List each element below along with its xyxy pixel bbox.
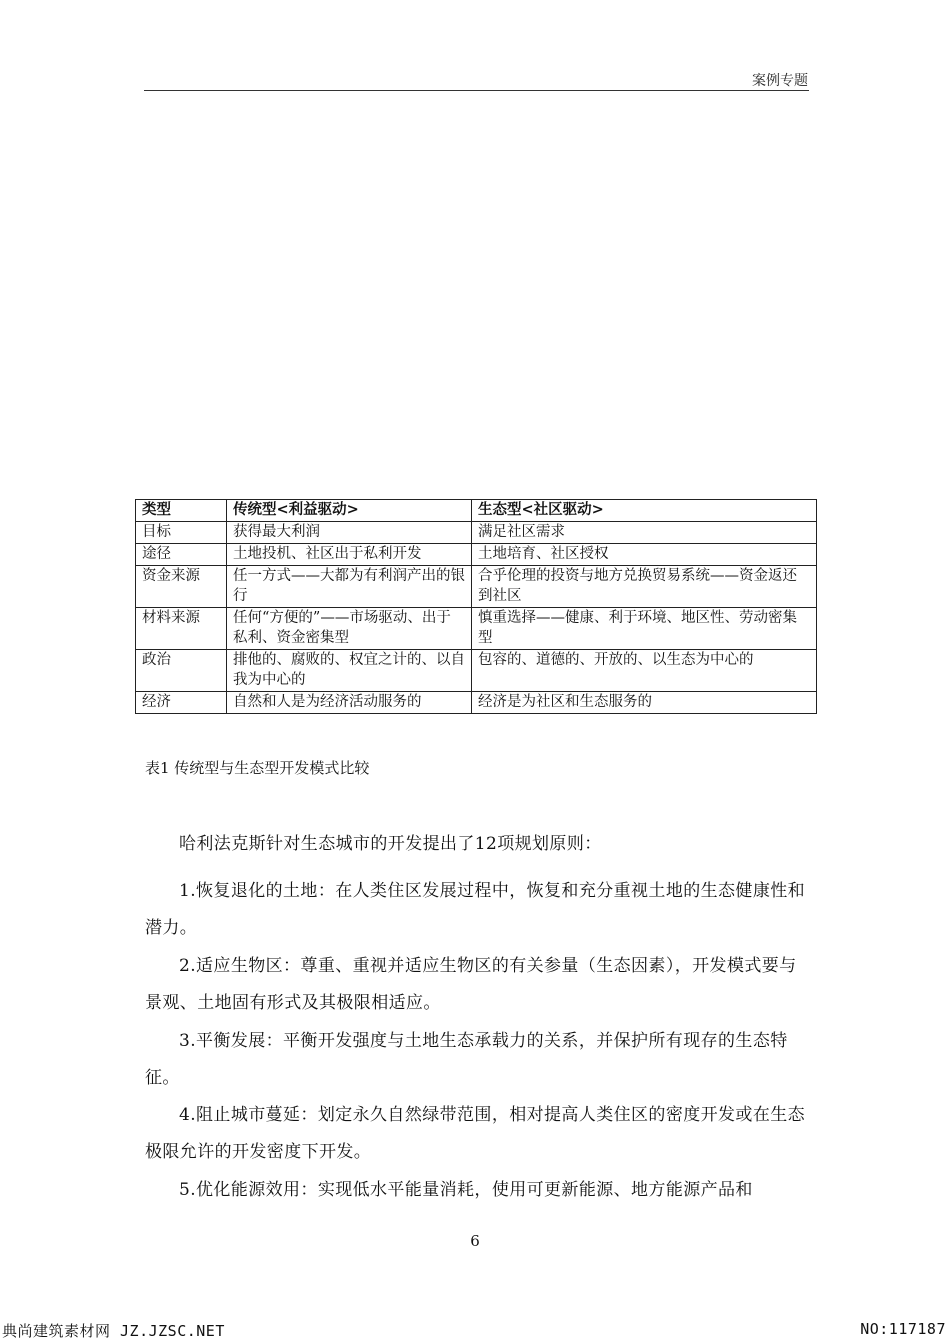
table-header-cell: 生态型<社区驱动> — [472, 500, 817, 522]
table-cell: 任一方式——大都为有利润产出的银行 — [227, 566, 472, 608]
table-header-cell: 传统型<利益驱动> — [227, 500, 472, 522]
comparison-table — [135, 499, 817, 714]
intro-paragraph: 哈利法克斯针对生态城市的开发提出了12项规划原则： — [179, 834, 602, 854]
table-cell: 经济 — [136, 692, 227, 714]
watermark-site: 典尚建筑素材网 JZ.JZSC.NET — [2, 1322, 225, 1340]
principle-paragraph: 2.适应生物区：尊重、重视并适应生物区的有关参量（生态因素），开发模式要与景观、土地固有形式及其极限相适应。 — [145, 956, 797, 1013]
table-cell: 自然和人是为经济活动服务的 — [227, 692, 472, 714]
principle-paragraph: 5.优化能源效用：实现低水平能量消耗，使用可更新能源、地方能源产品和 — [179, 1180, 753, 1200]
table-cell: 排他的、腐败的、权宜之计的、以自我为中心的 — [227, 650, 472, 692]
table-cell: 获得最大利润 — [227, 522, 472, 544]
table-cell: 政治 — [136, 650, 227, 692]
header-divider — [144, 90, 809, 91]
table-row — [136, 650, 817, 692]
principle-paragraph: 3.平衡发展：平衡开发强度与土地生态承载力的关系，并保护所有现存的生态特征。 — [145, 1031, 788, 1088]
table-header-row — [136, 500, 817, 522]
principle-paragraph: 1.恢复退化的土地：在人类住区发展过程中，恢复和充分重视土地的生态健康性和潜力。 — [145, 881, 806, 938]
watermark-id: NO:117187 — [860, 1320, 946, 1338]
table-cell: 资金来源 — [136, 566, 227, 608]
table-cell: 土地投机、社区出于私利开发 — [227, 544, 472, 566]
table-row — [136, 692, 817, 714]
running-header: 案例专题 — [752, 73, 808, 89]
table-row — [136, 522, 817, 544]
table-cell: 包容的、道德的、开放的、以生态为中心的 — [472, 650, 817, 692]
page-number: 6 — [470, 1232, 480, 1250]
table-cell: 途径 — [136, 544, 227, 566]
principle-paragraph: 4.阻止城市蔓延：划定永久自然绿带范围，相对提高人类住区的密度开发或在生态极限允许的开发密度下开发。 — [145, 1105, 806, 1162]
table-cell: 材料来源 — [136, 608, 227, 650]
table-cell: 满足社区需求 — [472, 522, 817, 544]
table-header-cell: 类型 — [136, 500, 227, 522]
table-cell: 目标 — [136, 522, 227, 544]
table-row — [136, 544, 817, 566]
table-row — [136, 566, 817, 608]
table-caption: 表1 传统型与生态型开发模式比较 — [145, 759, 370, 777]
table-cell: 任何“方便的”——市场驱动、出于私利、资金密集型 — [227, 608, 472, 650]
table-cell: 慎重选择——健康、利于环境、地区性、劳动密集型 — [472, 608, 817, 650]
table-cell: 土地培育、社区授权 — [472, 544, 817, 566]
table-cell: 经济是为社区和生态服务的 — [472, 692, 817, 714]
table-cell: 合乎伦理的投资与地方兑换贸易系统——资金返还到社区 — [472, 566, 817, 608]
table-row — [136, 608, 817, 650]
